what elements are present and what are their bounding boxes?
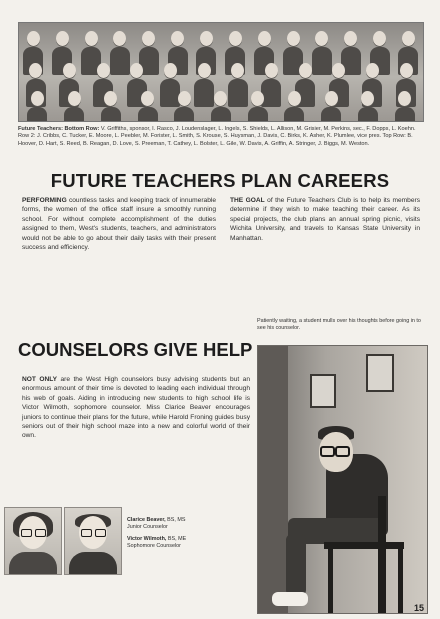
counselor-entry [127, 536, 247, 550]
photo-row-bottom [19, 91, 423, 122]
chair-leg [328, 546, 333, 613]
portrait-clarice-beaver [4, 507, 62, 575]
future-teachers-heading: FUTURE TEACHERS PLAN CAREERS [50, 170, 390, 191]
future-teachers-paragraph [230, 196, 420, 243]
counselors-heading: COUNSELORS GIVE HELP [18, 339, 253, 360]
paragraph-body: of the Future Teachers Club is to help its members determine if they wish to make teaching their career. As its special projects, the club plans an annual spring picnic, visits Wichita University, and travels to Kansas State University in Manhattan. [230, 197, 420, 242]
counselor-degree: BS, ME [166, 536, 187, 542]
student-shoe [272, 592, 308, 606]
caption-lead: Future Teachers: Bottom Row: [18, 126, 100, 132]
student-shin [286, 534, 306, 596]
counselor-role: Junior Counselor [127, 524, 168, 530]
future-teachers-group-photo [18, 22, 424, 122]
glasses-icon [335, 446, 350, 457]
counselor-degree: BS, MS [165, 517, 186, 523]
counselor-name: Victor Wilmoth, [127, 536, 167, 542]
caption-text: V. Griffiths, sponsor, I. Rasco, J. Loudenslager, L. Ingels, S. Shields, L. Allison, M. Grisier, M. Perkins, sec., F. Dopps, L. Koehn. Row 2: J. Cribbs, C. Tucker, E. Moore, L. Peebler, M. Forister, L. Smith, S. Krouse, S. Huysman, J. Davis, C. Birks, K. Asher, K. Plumlee, vice pres. Top Row: B. Hoover, D. Hart, S. Reed, B. Reagan, D. Love, S. Preeman, T. Cathey, L. Bolster, L. Gile, W. Davis, A. Griffin, A. Stringer, J. Biggs, M. Weston. [18, 126, 416, 147]
portrait-victor-wilmoth [64, 507, 122, 575]
counselor-names [127, 517, 247, 550]
waiting-student-photo [257, 345, 428, 614]
wall-frame [310, 374, 336, 408]
chair-back [378, 496, 386, 613]
glasses-icon [320, 446, 335, 457]
paragraph-lead: THE GOAL [230, 197, 265, 204]
chair-seat [324, 542, 404, 549]
paragraph-body: countless tasks and keeping track of innumerable forms, the women of the office staff insure a smoothly running school. For without complete accomplishment of the duties assigned to them, West's students, teachers, and administrators would not be able to go about their daily tasks with their present success and efficiency. [22, 197, 216, 252]
wall-frame [366, 354, 394, 392]
paragraph-body: are the West High counselors busy advising students but an enormous amount of their time is devoted to leading each individual through his web of goals. Aiding in introducing new students to high school life is Victor Wilmoth, sophomore counselor. Miss Clarice Beaver encourages juniors to continue their plans for the future, while Harold Froning guides busy seniors out of their high school maze into a new and colorful world of their own. [22, 376, 250, 440]
door-edge [258, 346, 288, 613]
office-staff-paragraph [22, 196, 216, 252]
group-photo-caption [18, 126, 422, 148]
student-photo-caption: Patiently waiting, a student mulls over his thoughts before going in to see his counselor. [257, 318, 421, 331]
counselor-entry [127, 517, 247, 531]
page-number: 15 [414, 603, 425, 613]
paragraph-lead: PERFORMING [22, 197, 67, 204]
counselor-role: Sophomore Counselor [127, 543, 181, 549]
counselor-name: Clarice Beaver, [127, 517, 166, 523]
counselors-paragraph [22, 375, 250, 441]
paragraph-lead: NOT ONLY [22, 376, 58, 383]
chair-leg [398, 546, 403, 613]
